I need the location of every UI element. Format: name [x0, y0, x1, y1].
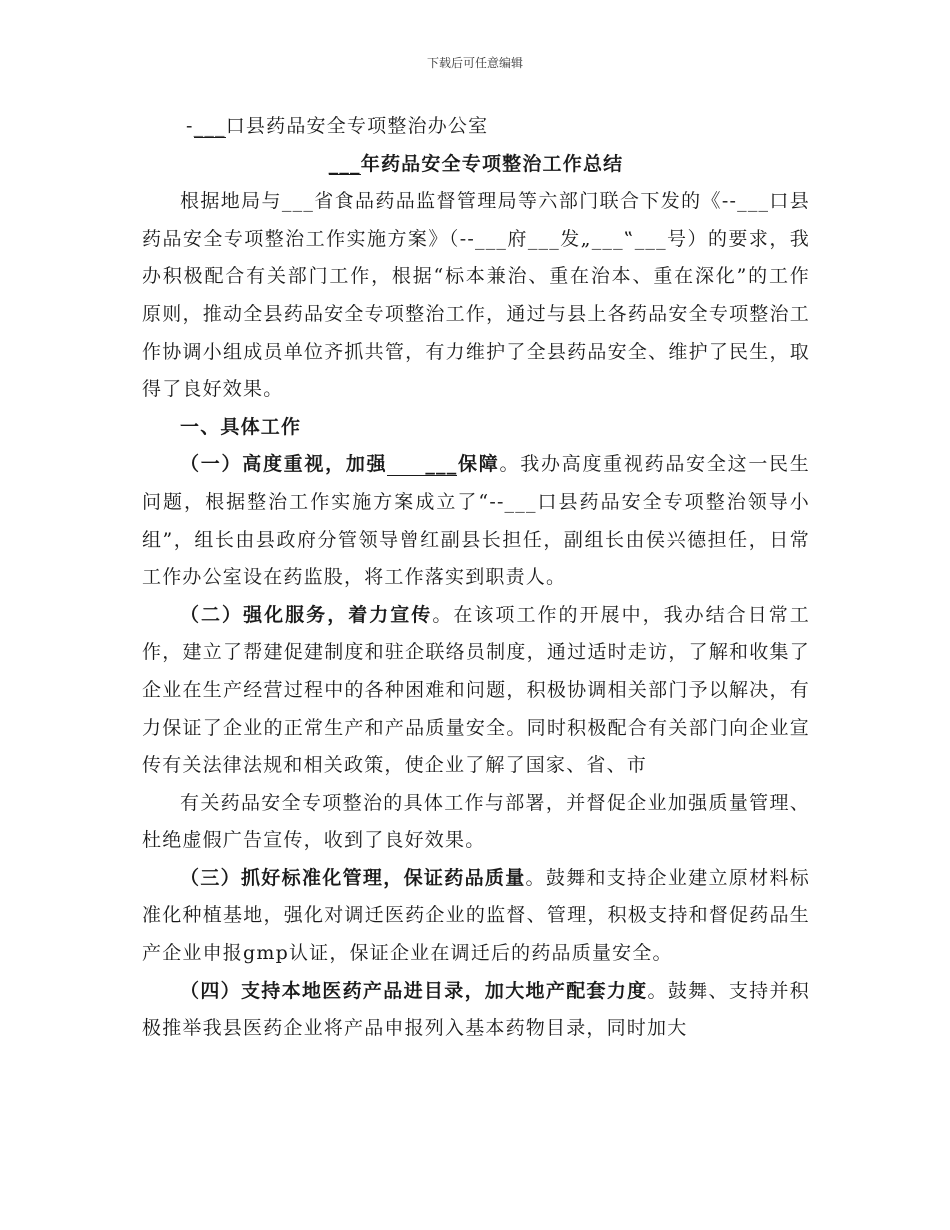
item-4-punct: 。 — [647, 979, 668, 1002]
item-4-text: 鼓舞、支持并积极推举我县医药企业将产品申报列入基本药物目录，同时加大 — [142, 979, 811, 1040]
item-1-heading — [180, 453, 499, 475]
office-name: 口县药品安全专项整治办公室 — [225, 115, 489, 137]
item-3-punct: 。 — [525, 866, 546, 889]
item-4-heading: （四）支持本地医药产品进目录，加大地产配套力度 — [180, 979, 648, 1002]
document-body — [142, 108, 810, 1048]
title-year-blank: ___ — [328, 152, 361, 175]
header-note: 下载后可任意编辑 — [426, 56, 523, 70]
item-4-paragraph — [142, 973, 810, 1048]
item-2-text: 在该项工作的开展中，我办结合日常工作，建立了帮建促建制度和驻企联络员制度，通过适时走访，了解和收集了企业在生产经营过程中的各种困难和问题，积极协调相关部门予以解决，有力保证了企业的正常生产和产品质量安全。同时积极配合有关部门向企业宣传有关法律法规和相关政策，使企业了解了国家、省、市 — [142, 603, 810, 777]
item-3-text: 鼓舞和支持企业建立原材料标准化种植基地，强化对调迁医药企业的监督、管理，积极支持和督促药品生产企业申报gmp认证，保证企业在调迁后的药品质量安全。 — [142, 866, 810, 965]
office-blank: ___ — [193, 115, 226, 137]
item-2-continuation: 有关药品安全专项整治的具体工作与部署，并督促企业加强质量管理、杜绝虚假广告宣传，收到了良好效果。 — [142, 791, 810, 852]
item-2-paragraph — [142, 597, 810, 785]
item-2-punct: 。 — [432, 603, 454, 626]
item-1-text: 我办高度重视药品安全这一民生问题，根据整治工作实施方案成立了“--___口县药品安全专项整治领导小组”，组长由县政府分管领导曾红副县长担任，副组长由侯兴德担任，日常工作办公室设在药监股，将工作落实到职责人。 — [142, 453, 810, 589]
item-2-heading: （二）强化服务，着力宣传 — [180, 603, 433, 626]
issuing-office-line — [142, 108, 810, 146]
item-3-paragraph — [142, 860, 810, 973]
item-1-heading-end: 保障 — [457, 453, 500, 476]
section-heading-specific-work: 一、具体工作 — [180, 415, 302, 438]
item-3-heading: （三）抓好标准化管理，保证药品质量 — [180, 866, 526, 889]
item-1-heading-start: （一）高度重视，加强 — [180, 453, 388, 476]
item-1-heading-blank: ___ — [387, 454, 457, 476]
title-text: 年药品安全专项整治工作总结 — [360, 152, 624, 175]
item-1-paragraph — [142, 446, 810, 596]
office-prefix: - — [186, 115, 194, 137]
intro-paragraph: 根据地局与___省食品药品监督管理局等六部门联合下发的《--___口县药品安全专项整治工作实施方案》（--___府___发„___‟___号）的要求，我办积极配合有关部门工作，根据“标本兼治、重在治本、重在深化”的工作原则，推动全县药品安全专项整治工作，通过与县上各药品安全专项整治工作协调小组成员单位齐抓共管，有力维护了全县药品安全、维护了民生，取得了良好效果。 — [142, 190, 810, 401]
document-title — [142, 146, 810, 184]
item-1-punct: 。 — [499, 453, 521, 476]
